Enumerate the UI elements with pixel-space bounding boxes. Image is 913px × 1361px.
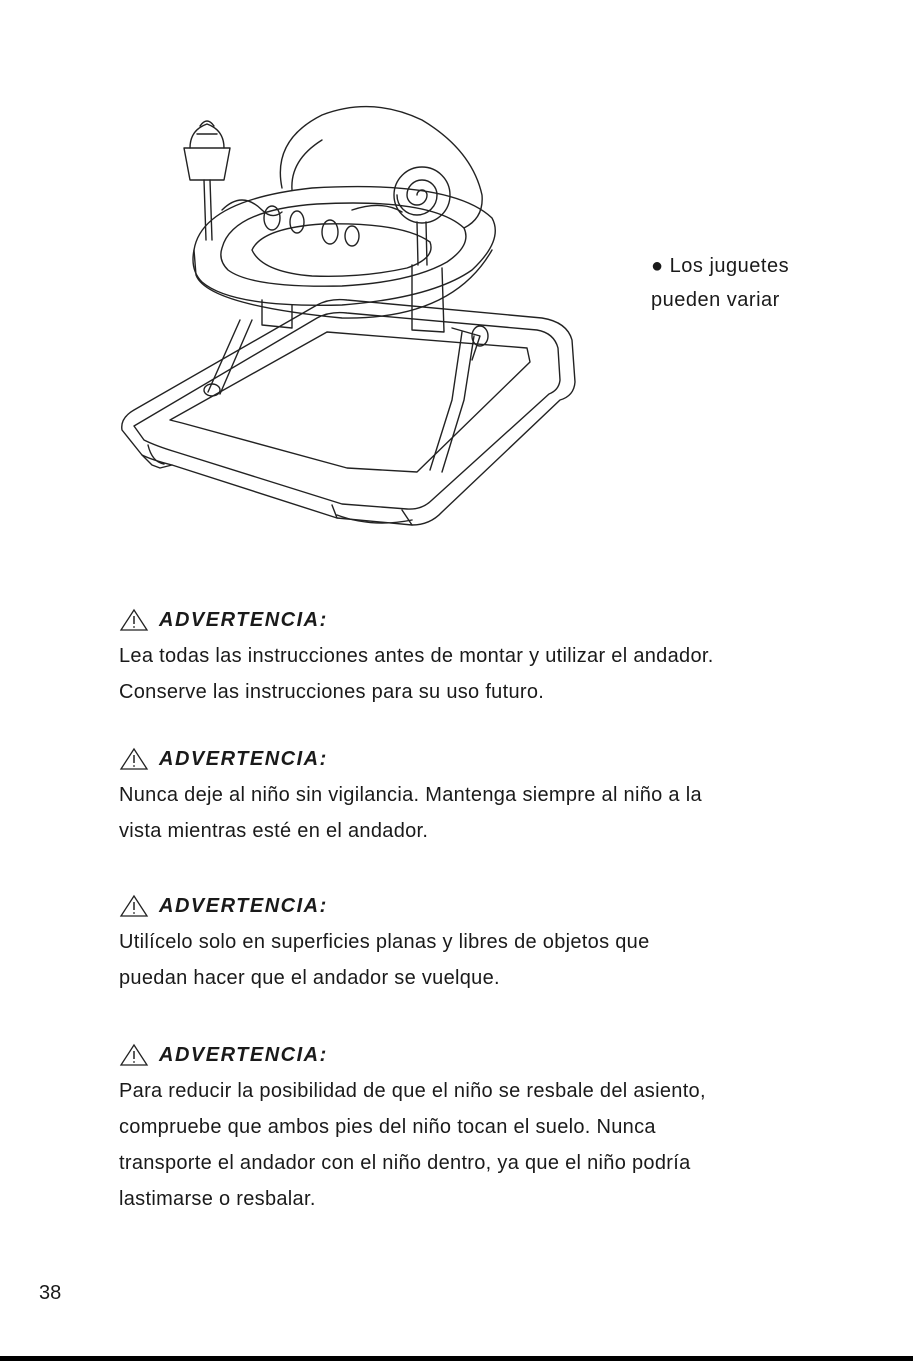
warning-block-1 xyxy=(119,606,819,710)
warning-line: Lea todas las instrucciones antes de montar y utilizar el andador. xyxy=(119,645,714,667)
warning-text xyxy=(119,924,819,996)
warning-line: Conserve las instrucciones para su uso futuro. xyxy=(119,681,545,703)
bottom-rule xyxy=(0,1356,913,1361)
toys-note xyxy=(651,249,789,317)
warning-line: vista mientras esté en el andador. xyxy=(119,820,429,842)
toys-note-line-1 xyxy=(651,249,789,283)
warning-block-4 xyxy=(119,1041,819,1217)
warning-heading xyxy=(119,606,819,634)
warning-title: ADVERTENCIA: xyxy=(159,894,328,917)
warning-title: ADVERTENCIA: xyxy=(159,1043,328,1066)
warning-text xyxy=(119,777,819,849)
warning-heading xyxy=(119,745,819,773)
warning-line: lastimarse o resbalar. xyxy=(119,1188,316,1210)
warning-heading xyxy=(119,892,819,920)
warning-title: ADVERTENCIA: xyxy=(159,608,328,631)
warning-line: Para reducir la posibilidad de que el niño se resbale del asiento, xyxy=(119,1080,706,1102)
warning-block-3 xyxy=(119,892,819,996)
warning-line: puedan hacer que el andador se vuelque. xyxy=(119,967,500,989)
warning-heading xyxy=(119,1041,819,1069)
warning-text xyxy=(119,638,819,710)
toys-note-text-1: Los juguetes xyxy=(669,255,790,277)
bullet-icon: ● xyxy=(651,255,664,277)
toys-note-text-2: pueden variar xyxy=(651,289,780,311)
warning-line: compruebe que ambos pies del niño tocan el suelo. Nunca xyxy=(119,1116,656,1138)
warning-triangle-icon xyxy=(119,608,149,632)
baby-walker-illustration xyxy=(112,100,582,550)
warning-text xyxy=(119,1073,819,1217)
warning-line: Nunca deje al niño sin vigilancia. Mantenga siempre al niño a la xyxy=(119,784,702,806)
page-number: 38 xyxy=(39,1282,62,1304)
warning-block-2 xyxy=(119,745,819,849)
warning-triangle-icon xyxy=(119,1043,149,1067)
warning-triangle-icon xyxy=(119,894,149,918)
warning-triangle-icon xyxy=(119,747,149,771)
warning-line: transporte el andador con el niño dentro, ya que el niño podría xyxy=(119,1152,691,1174)
warning-line: Utilícelo solo en superficies planas y libres de objetos que xyxy=(119,931,650,953)
warning-title: ADVERTENCIA: xyxy=(159,747,328,770)
